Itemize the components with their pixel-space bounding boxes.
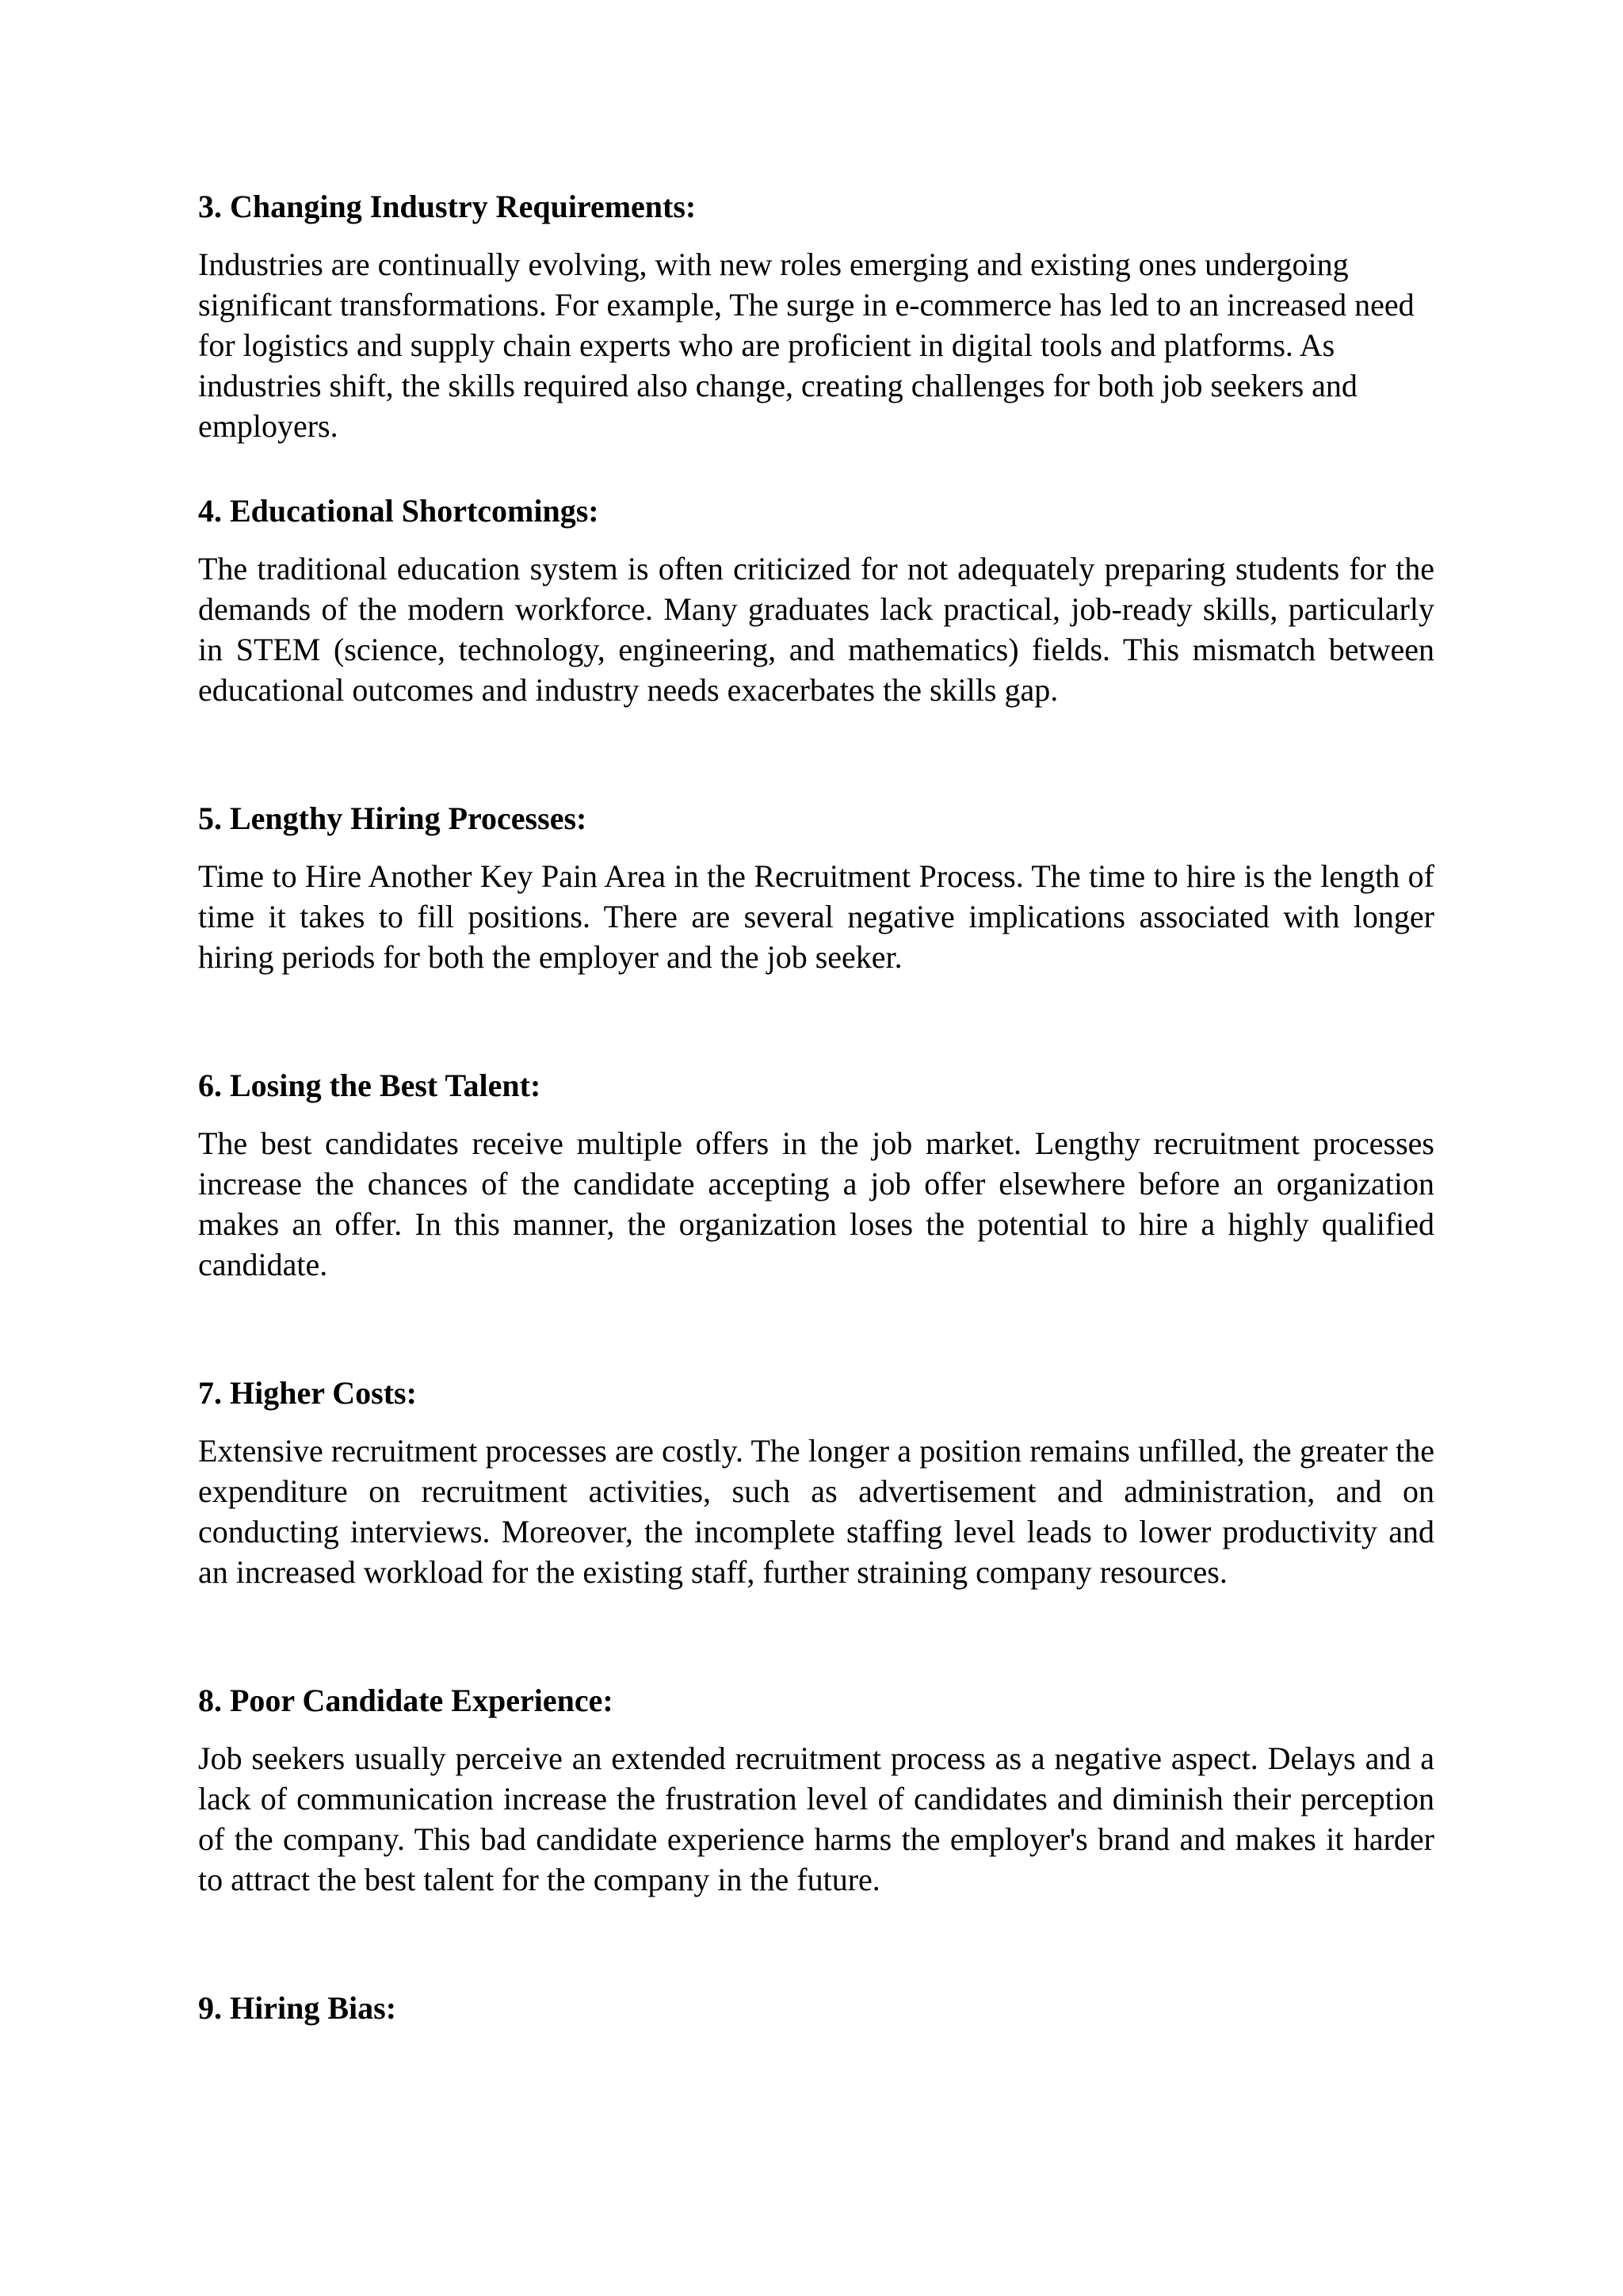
section-educational-shortcomings bbox=[198, 491, 1434, 710]
section-heading: 4. Educational Shortcomings: bbox=[198, 493, 599, 529]
section-paragraph: Extensive recruitment processes are costly. The longer a position remains unfilled, the greater the expenditure on recruitment activities, such as advertisement and administration, and on conducting interviews. Moreover, the incomplete staffing level leads to lower productivity and an increased workload for the existing staff, further straining company resources. bbox=[198, 1433, 1434, 1590]
section-paragraph: Industries are continually evolving, with new roles emerging and existing ones undergoing significant transformations. For example, The surge in e-commerce has led to an increased need for logistics and supply chain experts who are proficient in digital tools and platforms. As industries shift, the skills required also change, creating challenges for both job seekers and employers. bbox=[198, 246, 1415, 444]
section-paragraph: The best candidates receive multiple offers in the job market. Lengthy recruitment processes increase the chances of the candidate accepting a job offer elsewhere before an organization makes an offer. In this manner, the organization loses the potential to hire a highly qualified candidate. bbox=[198, 1125, 1434, 1282]
section-higher-costs bbox=[198, 1373, 1434, 1592]
section-heading: 5. Lengthy Hiring Processes: bbox=[198, 800, 587, 836]
section-heading: 6. Losing the Best Talent: bbox=[198, 1068, 541, 1103]
section-paragraph: Time to Hire Another Key Pain Area in the Recruitment Process. The time to hire is the length of time it takes to fill positions. There are several negative implications associated with longer hiring periods for both the employer and the job seeker. bbox=[198, 858, 1434, 975]
section-heading: 7. Higher Costs: bbox=[198, 1375, 417, 1411]
section-losing-best-talent bbox=[198, 1066, 1434, 1285]
section-paragraph: Job seekers usually perceive an extended recruitment process as a negative aspect. Delays and a lack of communication increase the frustration level of candidates and diminish their perception of the company. This bad candidate experience harms the employer's brand and makes it harder to attract the best talent for the company in the future. bbox=[198, 1740, 1434, 1897]
section-hiring-bias bbox=[198, 1988, 1434, 2028]
section-paragraph: The traditional education system is often criticized for not adequately preparing students for the demands of the modern workforce. Many graduates lack practical, job-ready skills, particularly in STEM (science, technology, engineering, and mathematics) fields. This mismatch between educational outcomes and industry needs exacerbates the skills gap. bbox=[198, 551, 1434, 708]
document-page bbox=[198, 187, 1434, 2046]
section-poor-candidate-experience bbox=[198, 1681, 1434, 1900]
section-heading: 9. Hiring Bias: bbox=[198, 1990, 397, 2026]
section-lengthy-hiring-processes bbox=[198, 799, 1434, 977]
section-changing-industry-requirements bbox=[198, 187, 1434, 446]
section-heading: 8. Poor Candidate Experience: bbox=[198, 1683, 613, 1718]
section-heading: 3. Changing Industry Requirements: bbox=[198, 189, 697, 224]
